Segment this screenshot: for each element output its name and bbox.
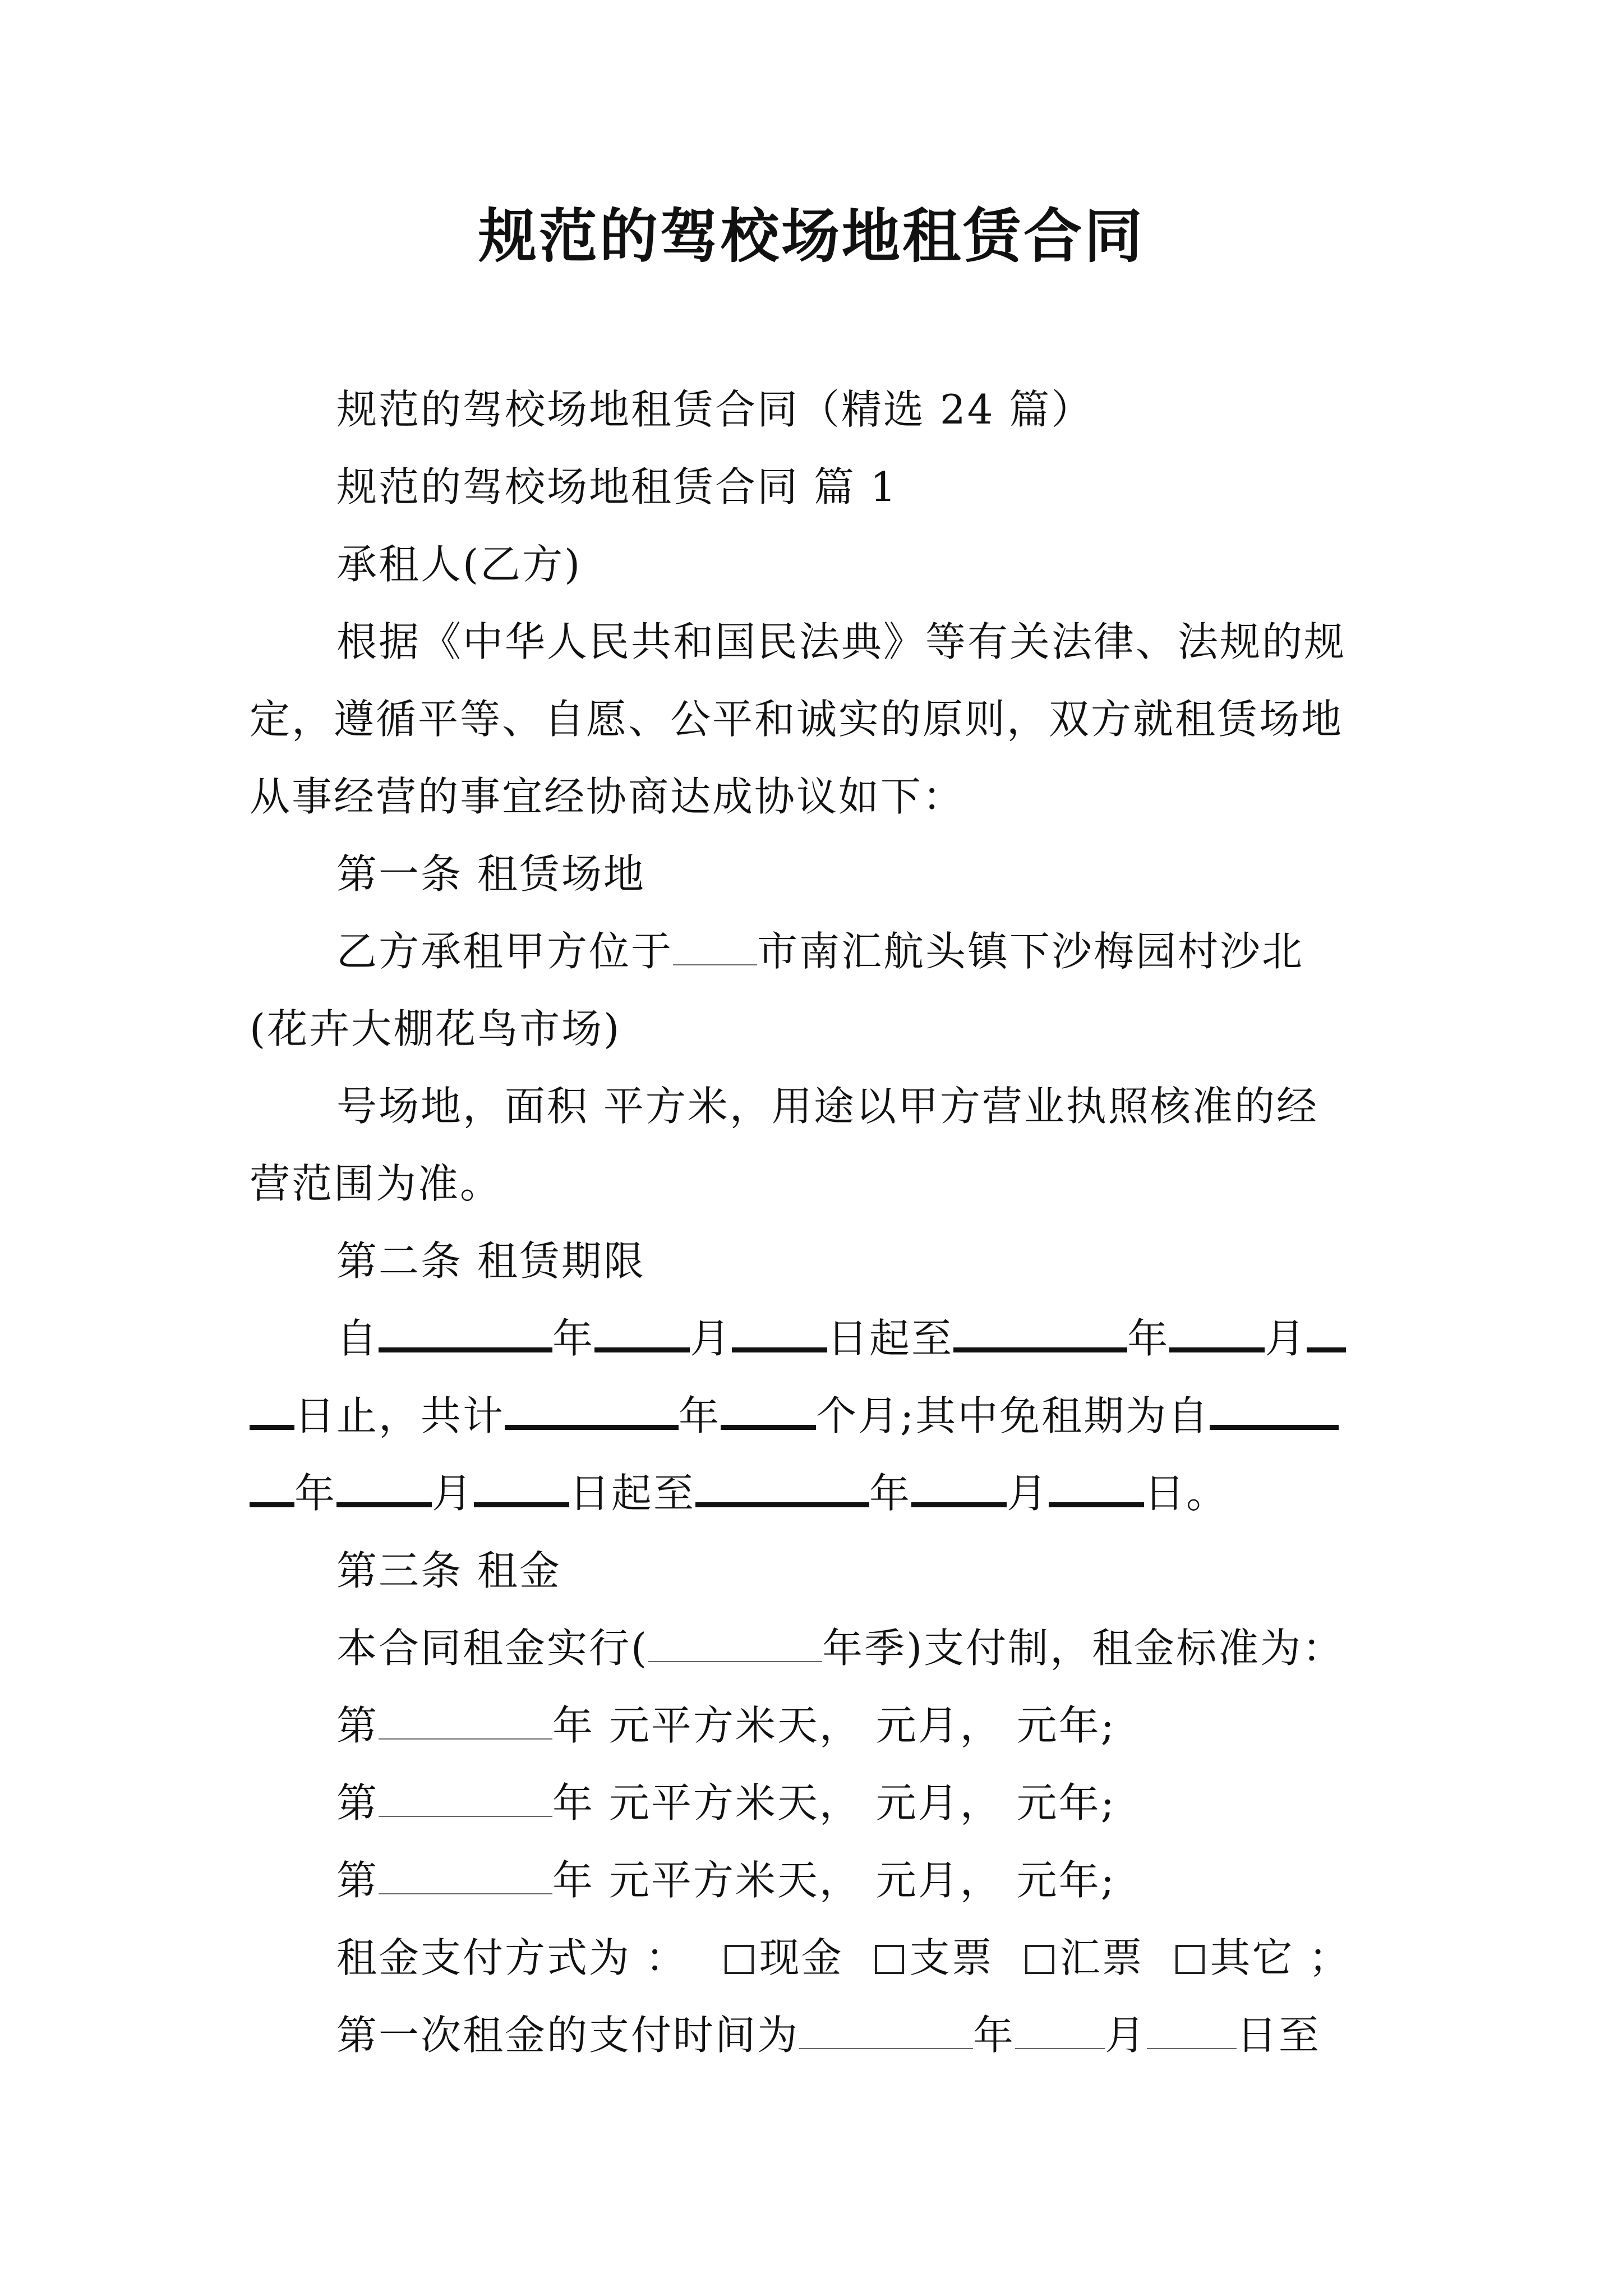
text-run: 自 <box>336 1315 379 1362</box>
section-heading: 规范的驾校场地租赁合同 篇 1 <box>336 463 898 510</box>
first-payment-line <box>336 2007 1481 2063</box>
option-label: 其它 ； <box>1210 1934 1351 1981</box>
option-label: 现金 <box>759 1934 843 1981</box>
checkbox-icon[interactable] <box>875 1945 904 1974</box>
text-run: 年 <box>869 1470 912 1517</box>
fill-blank <box>1049 1467 1144 1507</box>
fill-blank <box>1147 2013 1237 2049</box>
checkbox-icon[interactable] <box>725 1945 754 1974</box>
text-run: 个月;其中免租期为自 <box>816 1392 1210 1439</box>
text-run: 第 <box>336 1857 379 1904</box>
text-run: 年 元平方米天， 元月， 元年; <box>552 1702 1116 1749</box>
paragraph-line: 定，遵循平等、自愿、公平和诚实的原则，双方就租赁场地 <box>250 696 1344 743</box>
fill-blank <box>695 1467 869 1507</box>
rent-line <box>336 1852 1481 1908</box>
text-run: 月 <box>1105 2012 1147 2059</box>
paragraph-line <box>336 923 1481 979</box>
term-line <box>336 1310 1481 1366</box>
text-run: 本合同租金实行( <box>336 1625 649 1672</box>
text-run: 月 <box>690 1315 732 1362</box>
text-run: 第 <box>336 1779 379 1826</box>
text-run: 年 <box>679 1392 721 1439</box>
paragraph-line: 根据《中华人民共和国民法典》等有关法律、法规的规 <box>336 618 1347 665</box>
checkbox-icon[interactable] <box>1025 1945 1054 1974</box>
option-cheque[interactable] <box>875 1934 994 1981</box>
fill-blank <box>379 1704 552 1740</box>
fill-blank <box>250 1390 294 1430</box>
text-run: 日止，共计 <box>294 1392 505 1439</box>
term-line <box>250 1465 1394 1521</box>
text-run: 年 元平方米天， 元月， 元年; <box>552 1857 1116 1904</box>
fill-blank <box>732 1313 827 1352</box>
fill-blank <box>1169 1313 1265 1352</box>
fill-blank <box>648 1626 822 1662</box>
text-run: 日起至 <box>569 1470 696 1517</box>
text-run: 第 <box>336 1702 379 1749</box>
text-run: 年 <box>294 1470 337 1517</box>
fill-blank <box>953 1313 1127 1352</box>
payment-method-line <box>336 1930 1481 1986</box>
checkbox-icon[interactable] <box>1175 1945 1205 1974</box>
text-run: 日。 <box>1144 1470 1229 1517</box>
fill-blank <box>799 2013 973 2049</box>
fill-blank <box>379 1313 552 1352</box>
fill-blank <box>721 1390 816 1430</box>
option-other[interactable] <box>1175 1934 1351 1981</box>
article-heading: 第二条 租赁期限 <box>336 1237 645 1285</box>
fill-blank <box>1210 1390 1339 1430</box>
document-title: 规范的驾校场地租赁合同 <box>478 201 1145 270</box>
article-heading: 第三条 租金 <box>336 1547 561 1594</box>
paragraph-line: 号场地，面积 平方米，用途以甲方营业执照核准的经 <box>336 1083 1318 1130</box>
text-run: 年季)支付制，租金标准为： <box>822 1625 1345 1672</box>
text-run: 年 <box>1127 1315 1170 1362</box>
option-cash[interactable] <box>725 1934 843 1981</box>
fill-blank <box>505 1390 679 1430</box>
subtitle-line: 规范的驾校场地租赁合同（精选 24 篇） <box>336 386 1094 433</box>
option-label: 支票 <box>909 1934 994 1981</box>
fill-blank <box>250 1467 294 1507</box>
fill-blank <box>379 1781 552 1817</box>
paragraph-line: 从事经营的事宜经协商达成协议如下： <box>250 773 965 820</box>
text-run: 市南汇航头镇下沙梅园村沙北 <box>757 928 1304 975</box>
party-line: 承租人(乙方) <box>336 541 582 588</box>
text-run: 月 <box>432 1470 474 1517</box>
rent-line <box>336 1775 1481 1831</box>
fill-blank <box>1307 1313 1346 1352</box>
option-label: 汇票 <box>1059 1934 1144 1981</box>
fill-blank <box>336 1467 432 1507</box>
fill-blank <box>379 1858 552 1894</box>
fill-blank <box>594 1313 690 1352</box>
text-run: 第一次租金的支付时间为 <box>336 2012 800 2059</box>
text-run: 月 <box>1007 1470 1049 1517</box>
paragraph-line: (花卉大棚花鸟市场) <box>250 1005 621 1052</box>
text-run: 年 <box>973 2012 1016 2059</box>
text-run: 月 <box>1265 1315 1307 1362</box>
paragraph-line: 营范围为准。 <box>250 1160 502 1207</box>
term-line <box>250 1388 1394 1444</box>
text-run: 乙方承租甲方位于 <box>336 928 674 975</box>
option-draft[interactable] <box>1025 1934 1144 1981</box>
fill-blank <box>673 930 757 965</box>
text-run: 租金支付方式为 ： <box>336 1934 688 1981</box>
rent-line <box>336 1620 1481 1676</box>
text-run: 年 <box>552 1315 595 1362</box>
text-run: 年 元平方米天， 元月， 元年; <box>552 1779 1116 1826</box>
article-heading: 第一条 租赁场地 <box>336 850 645 898</box>
fill-blank <box>911 1467 1007 1507</box>
text-run: 日起至 <box>827 1315 954 1362</box>
text-run: 日至 <box>1237 2012 1321 2059</box>
rent-line <box>336 1697 1481 1754</box>
fill-blank <box>1015 2013 1105 2049</box>
fill-blank <box>474 1467 569 1507</box>
